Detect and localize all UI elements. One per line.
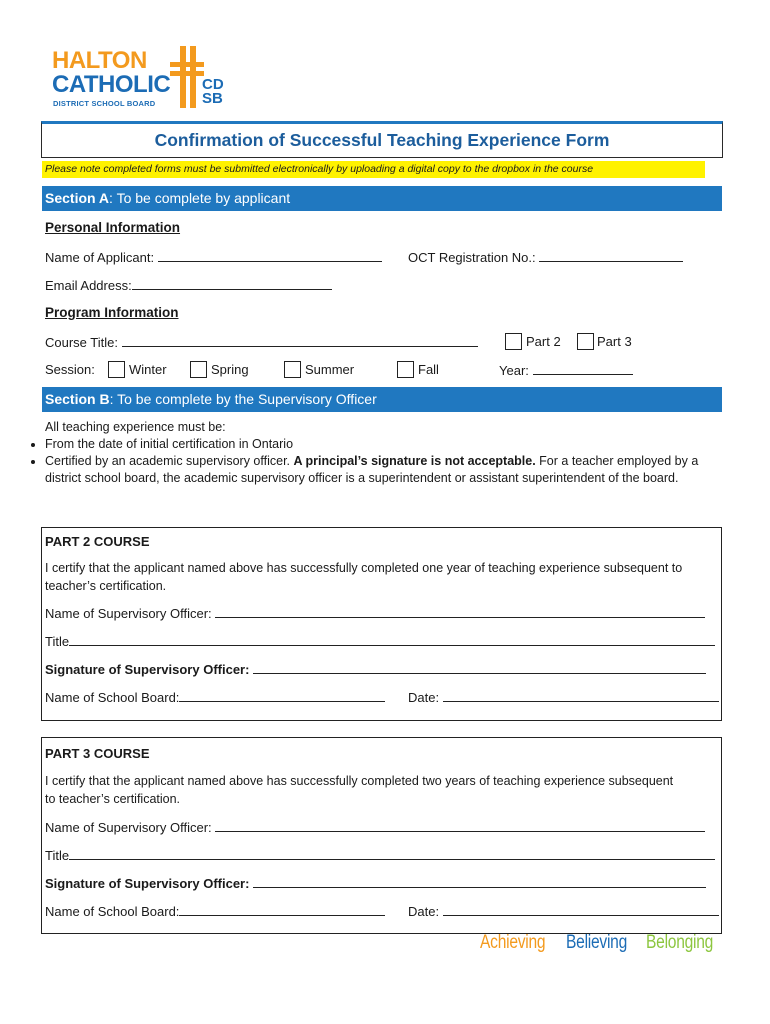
part2-officer-line[interactable]	[215, 605, 705, 618]
part2-board-line[interactable]	[179, 689, 385, 702]
section-a-text: : To be complete by applicant	[109, 190, 291, 206]
part2-title-line[interactable]	[69, 633, 715, 646]
requirements-intro: All teaching experience must be:	[45, 420, 226, 434]
part3-label: Part 3	[597, 334, 632, 349]
part3-title-field[interactable]	[45, 847, 715, 863]
part3-title: PART 3 COURSE	[45, 746, 150, 761]
winter-checkbox-option[interactable]	[108, 361, 167, 378]
course-title-line[interactable]	[122, 334, 478, 347]
personal-info-heading: Personal Information	[45, 220, 181, 235]
part3-officer-line[interactable]	[215, 819, 705, 832]
oct-registration-line[interactable]	[539, 249, 683, 262]
section-b-header	[42, 387, 722, 412]
part3-title-line[interactable]	[69, 847, 715, 860]
logo-sb-text: SB	[202, 90, 223, 107]
part2-certification-box	[41, 527, 722, 721]
part2-date-label: Date:	[408, 690, 440, 705]
part3-date-line[interactable]	[443, 903, 719, 916]
part3-certification-box	[41, 737, 722, 934]
part2-checkbox[interactable]	[505, 333, 522, 350]
summer-checkbox-option[interactable]	[284, 361, 354, 378]
oct-registration-field[interactable]	[408, 249, 683, 265]
part2-officer-label: Name of Supervisory Officer:	[45, 606, 212, 621]
fall-checkbox-option[interactable]	[397, 361, 439, 378]
part3-signature-field[interactable]	[45, 875, 706, 891]
section-b-text: : To be complete by the Supervisory Officer	[109, 391, 377, 407]
course-title-label: Course Title:	[45, 335, 118, 350]
part2-date-line[interactable]	[443, 689, 719, 702]
year-field[interactable]	[499, 362, 633, 378]
applicant-name-field[interactable]	[45, 249, 382, 265]
logo-district-text: DISTRICT SCHOOL BOARD	[53, 99, 156, 108]
oct-registration-label: OCT Registration No.:	[408, 250, 536, 265]
tagline-belonging: Belonging	[646, 932, 714, 953]
submission-note: Please note completed forms must be submitted electronically by uploading a digital copy to the dropbox in the course	[42, 161, 705, 178]
summer-checkbox[interactable]	[284, 361, 301, 378]
part3-statement: I certify that the applicant named above has successfully completed two years of teaching experience subsequent to teacher’s certification.	[45, 774, 674, 806]
part2-board-field[interactable]	[45, 689, 385, 705]
part2-title-label: Title	[45, 634, 70, 649]
part3-checkbox[interactable]	[577, 333, 594, 350]
applicant-name-line[interactable]	[158, 249, 382, 262]
requirement-item	[45, 436, 725, 453]
winter-checkbox[interactable]	[108, 361, 125, 378]
board-logo	[52, 44, 232, 112]
logo-cd-text: CD	[202, 76, 224, 93]
part3-date-field[interactable]	[408, 903, 719, 919]
part3-officer-field[interactable]	[45, 819, 705, 835]
summer-label: Summer	[305, 362, 355, 377]
winter-label: Winter	[129, 362, 167, 377]
section-b-label: Section B	[45, 391, 110, 407]
part3-board-line[interactable]	[179, 903, 385, 916]
part3-title-label: Title	[45, 848, 70, 863]
program-info-heading: Program Information	[45, 305, 179, 320]
spring-checkbox[interactable]	[190, 361, 207, 378]
applicant-name-label: Name of Applicant:	[45, 250, 155, 265]
part2-board-label: Name of School Board:	[45, 690, 180, 705]
part2-title: PART 2 COURSE	[45, 534, 150, 549]
form-title-box	[41, 121, 723, 158]
part2-title-field[interactable]	[45, 633, 715, 649]
fall-label: Fall	[418, 362, 439, 377]
part3-signature-line[interactable]	[253, 875, 706, 888]
email-field[interactable]	[45, 277, 332, 293]
part2-signature-label: Signature of Supervisory Officer:	[45, 662, 250, 677]
part2-officer-field[interactable]	[45, 605, 705, 621]
cross-icon	[166, 44, 206, 110]
part3-date-label: Date:	[408, 904, 440, 919]
spring-checkbox-option[interactable]	[190, 361, 249, 378]
requirement-text-2a: Certified by an academic supervisory officer.	[45, 454, 294, 468]
course-title-field[interactable]	[45, 334, 478, 350]
requirement-item	[45, 453, 725, 487]
section-a-label: Section A	[45, 190, 110, 206]
part2-label: Part 2	[526, 334, 561, 349]
tagline-believing: Believing	[566, 932, 628, 953]
form-title: Confirmation of Successful Teaching Experience Form	[154, 130, 610, 150]
spring-label: Spring	[211, 362, 249, 377]
part3-signature-label: Signature of Supervisory Officer:	[45, 876, 250, 891]
fall-checkbox[interactable]	[397, 361, 414, 378]
requirement-text-1: From the date of initial certification in Ontario	[45, 437, 294, 451]
section-a-header	[42, 186, 722, 211]
email-line[interactable]	[132, 277, 332, 290]
year-label: Year:	[499, 363, 529, 378]
part2-checkbox-option[interactable]	[505, 333, 561, 350]
part2-date-field[interactable]	[408, 689, 719, 705]
logo-catholic-text: CATHOLIC	[52, 71, 171, 98]
part3-officer-label: Name of Supervisory Officer:	[45, 820, 212, 835]
part3-board-field[interactable]	[45, 903, 385, 919]
email-label: Email Address:	[45, 278, 132, 293]
part3-board-label: Name of School Board:	[45, 904, 180, 919]
part2-signature-line[interactable]	[253, 661, 706, 674]
session-label: Session:	[45, 362, 95, 377]
principal-warning: A principal’s signature is not acceptable.	[293, 454, 536, 468]
part2-statement: I certify that the applicant named above has successfully completed one year of teaching experience subsequent to teacher’s certification.	[45, 561, 683, 593]
requirements-block	[45, 419, 725, 487]
part3-checkbox-option[interactable]	[577, 333, 632, 350]
logo-halton-text: HALTON	[52, 47, 147, 74]
board-tagline	[480, 932, 730, 958]
tagline-achieving: Achieving	[480, 932, 546, 953]
requirement-text-2b: For a teacher employed by a district school board, the academic supervisory officer is a superintendent or assistant superintendent of the board.	[45, 454, 699, 485]
year-line[interactable]	[533, 362, 633, 375]
part2-signature-field[interactable]	[45, 661, 706, 677]
